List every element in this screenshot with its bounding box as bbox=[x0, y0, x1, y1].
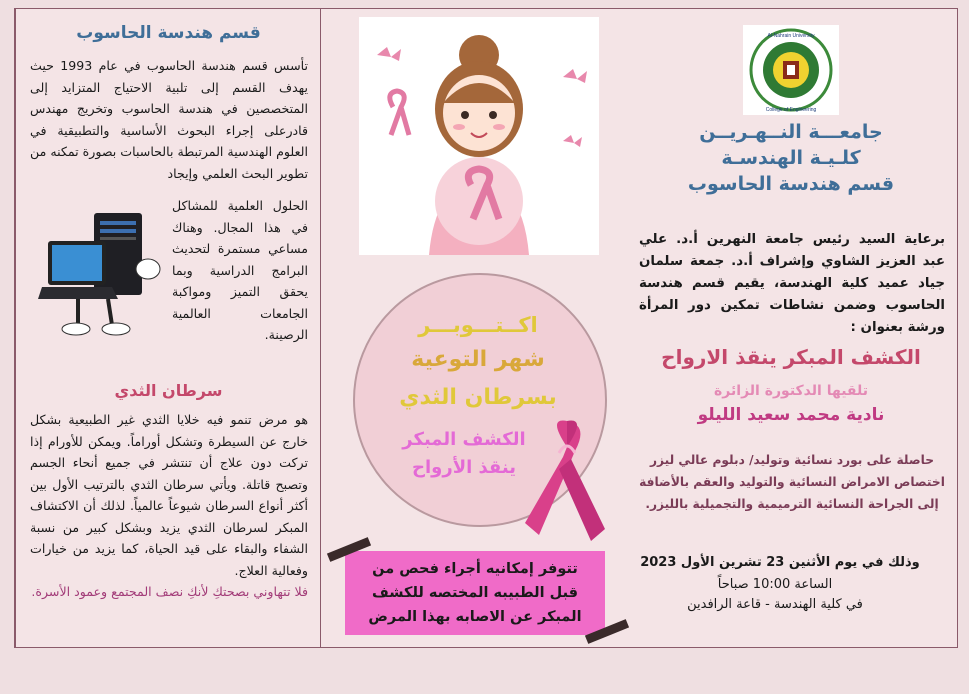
intro-paragraph: برعاية السيد رئيس جامعة النهرين أ.د. علي عبد العزيز الشاوي وإشراف أ.د. جمعة سلمان جياد عميد كلية الهندسة، يقيم قسم هندسة الحاسوب وضمن نشاطات تمكين دور المرأة ورشة بعنوان : bbox=[639, 232, 945, 335]
breast-cancer-heading: سرطان الثدي bbox=[114, 381, 223, 400]
event-date: وذلك في يوم الأثنين 23 تشرين الأول 2023 bbox=[640, 555, 920, 570]
department-paragraph: تأسس قسم هندسة الحاسوب في عام 1993 حيث يهدف القسم إلى تلبية الاحتياج المتزايد إلى المتخصصين في هندسة الحاسوب وتخريج مهندس قادرعلى إجراء البحوث الأساسية والتطبيقية في العلوم الهندسية المرتبطة بالحاسبات بصورة تمكنه من تطوير البحث العلمي وإيجاد bbox=[30, 58, 308, 181]
exam-callout-text: تتوفر إمكانيه أجراء فحص من قبل الطبيبه المختصه للكشف المبكر عن الاصابه بهذا المرض bbox=[368, 561, 582, 625]
workshop-title: الكشف المبكر ينقذ الارواح bbox=[661, 345, 921, 369]
brochure bbox=[14, 8, 958, 648]
presenter-name: نادية محمد سعيد الليلو bbox=[697, 405, 885, 425]
woman-ribbon-illustration bbox=[359, 17, 599, 255]
panel-cover bbox=[625, 9, 957, 647]
awareness-line-1: شهر التوعية bbox=[411, 347, 545, 372]
panel-awareness bbox=[320, 9, 625, 647]
department-paragraph-cont: الحلول العلمية للمشاكل في هذا المجال. وهناك مساعي مستمرة لتحديث البرامج الدراسية وبما يحقق التميز ومواكبة الجامعات العالمية الرصينة. bbox=[172, 198, 308, 342]
month-label: اكــتـــوبـــر bbox=[418, 313, 538, 337]
department-heading: قسم هندسة الحاسوب bbox=[76, 23, 261, 43]
slogan-line-2: ينقذ الأرواح bbox=[412, 457, 516, 478]
university-logo bbox=[743, 25, 839, 115]
event-time: الساعة 10:00 صباحاً bbox=[717, 577, 833, 592]
presenter-label: تلقيها الدكتورة الزائرة bbox=[714, 383, 868, 399]
department-name: قسم هندسة الحاسوب bbox=[687, 173, 895, 195]
event-place: في كلية الهندسة - قاعة الرافدين bbox=[687, 597, 863, 612]
breast-cancer-advice: فلا تتهاوني بصحتكِ لأنكِ نصف المجتمع وعمود الأسرة. bbox=[31, 584, 308, 599]
college-name: كلـيـة الهندسـة bbox=[721, 147, 861, 169]
pink-ribbon-icon bbox=[517, 417, 617, 549]
breast-cancer-paragraph: هو مرض تنمو فيه خلايا الثدي غير الطبيعية بشكل خارج عن السيطرة وتشكل أوراماً. ويمكن للأورام إذا تركت دون علاج أن تنتشر في جميع أنحاء الجسم وتصبح قاتلة. ويأتي سرطان الثدي بالترتيب الأول بين أكثر أنواع السرطان شيوعاً عالمياً. لذلك أن الاكتشاف المبكر لسرطان الثدي يزيد وبشكل كبير من نسبة الشفاء والبقاء على قيد الحياة، كما يزيد من خيارات وفعالية العلاج. bbox=[30, 412, 308, 578]
computer-mascot-icon bbox=[38, 207, 168, 347]
logo-text-top: Al-Nahrain University bbox=[767, 33, 815, 39]
awareness-line-2: بسرطان الثدي bbox=[399, 385, 557, 410]
university-name: جامعـــة النــهـريــن bbox=[699, 121, 883, 143]
presenter-credentials: حاصلة على بورد نسائية وتوليد/ دبلوم عالي ليزر اختصاص الامراض النسائية والتوليد والعقم بالأضافة إلى الجراحة النسائية الترميمية والتجميلية بالليزر. bbox=[639, 453, 945, 511]
panel-department-info bbox=[15, 9, 320, 647]
logo-text-bottom: College of Engineering bbox=[765, 107, 817, 113]
slogan-line-1: الكشف المبكر bbox=[402, 429, 526, 450]
